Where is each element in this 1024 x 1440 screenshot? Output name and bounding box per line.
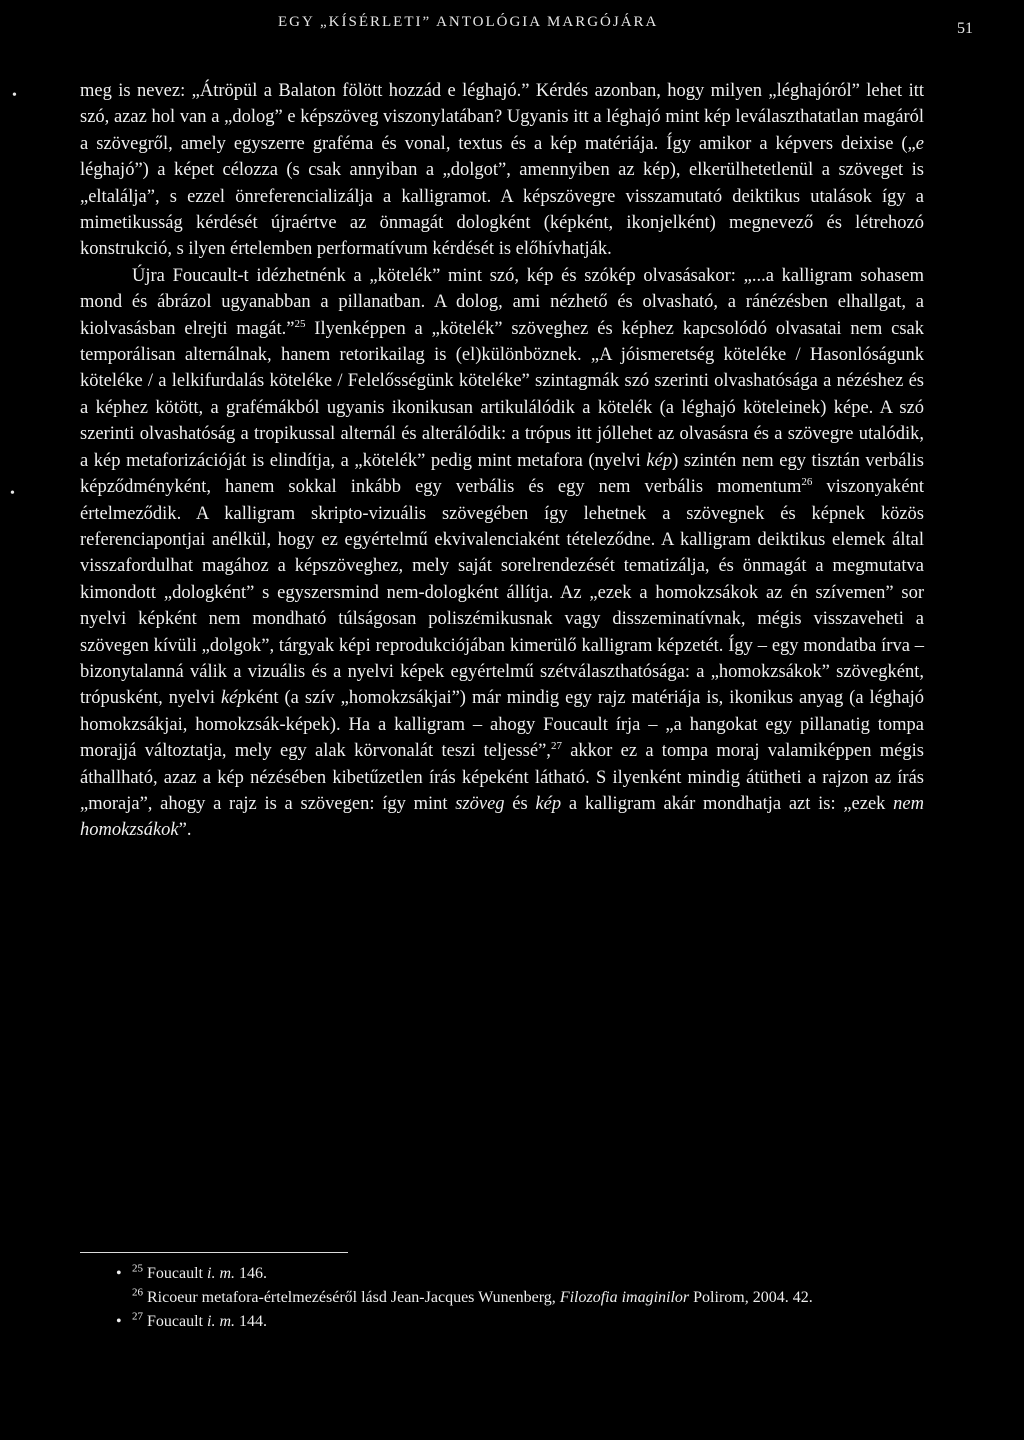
italic-text: szöveg	[455, 793, 505, 814]
paragraph	[80, 78, 924, 263]
italic-text: i. m.	[207, 1313, 235, 1330]
text-run: viszonyaként értelmeződik. A kalligram skripto-vizuális szövegében így lehetnek a szövegnek és képnek közös referenciapontjai anélkül, hogy ez egyértelmű ekvivalenciaként tételeződne. A kalligram deiktikus elemek által visszafordulhat magához a képszöveghez, mely saját sorelrendezését tematizálja, és önmagát a megmutatva kimondott „dologként” s egyszersmind nem-dologként állítja. Az „ezek a homokzsákok az én szívemen” sor nyelvi képként nem mondható túlságosan poliszémikusnak vagy disszeminatívnak, mégis visszaveheti a szövegen kívüli „dolgok”, tárgyak képi reprodukciójában kimerülő kalligram képzetét. Így – egy mondatba írva – bizonytalanná válik a vizuális és a nyelvi képek egyértelmű szétválaszthatósága: a „homokzsákok” szövegként, trópusként, nyelvi	[80, 477, 924, 709]
footnote-divider	[80, 1252, 348, 1253]
text-run: 144.	[235, 1313, 267, 1330]
text-run: Ilyenképpen a „kötelék” szöveghez és képhez kapcsolódó olvasatai nem csak temporálisan alternálnak, hanem retorikailag is (el)különböznek. „A jóismeretség köteléke / Hasonlóságunk köteléke / a lelkifurdalás köteléke / Felelősségünk köteléke” szintagmák szó szerinti olvashatósága a nézéshez és a képhez kötött, a grafémákból ugyanis ikonikusan artikulálódik a kötelék (a léghajó köteleinek) képe. A szó szerinti olvashatóság a tropikussal alternál és alterálódik: a trópus itt jóllehet az olvasásra és a szövegre utalódik, a kép metaforizációját is elindítja, a „kötelék” pedig mint metafora (nyelvi	[80, 318, 924, 471]
text-run: meg is nevez: „Átröpül a Balaton fölött hozzád e léghajó.” Kérdés azonban, hogy milyen „léghajóról” lehet itt szó, azaz hol van a „dolog” e képszöveg viszonylatában? Ugyanis itt a léghajó mint kép leválaszthatatlan magáról a szövegről, amely egyszerre graféma és vonal, textus és a kép matériája. Így amikor a képvers deixise („	[80, 81, 924, 154]
page-number: 51	[957, 20, 973, 37]
body-text	[80, 78, 924, 844]
footnotes	[80, 1262, 924, 1334]
footnote-reference: 27	[550, 740, 562, 752]
text-run: Polirom, 2004. 42.	[689, 1289, 813, 1306]
text-run: a kalligram akár mondhatja azt is: „ezek	[561, 793, 894, 814]
footnote	[80, 1310, 924, 1334]
italic-text: Filozofia imaginilor	[559, 1289, 690, 1306]
text-run: Ricoeur metafora-értelmezéséről lásd Jean-Jacques Wunenberg,	[143, 1289, 560, 1306]
text-run: Foucault	[143, 1265, 207, 1282]
italic-text: kép	[535, 793, 562, 814]
italic-text: nem homokzsákok	[80, 793, 924, 841]
text-run: és	[504, 793, 536, 814]
footnote-reference: 26	[801, 475, 813, 488]
italic-text: i. m.	[207, 1265, 235, 1282]
footnote-reference: 25	[294, 317, 306, 330]
italic-text: kép	[646, 450, 673, 471]
text-run: ként (a szív „homokzsákjai”) már mindig egy rajz matériája is, ikonikus anyag (a léghajó homokzsákjai, homokzsák-képek). Ha a kalligram – ahogy Foucault írja – „a hangokat egy pillanatig tompa morajjá változtatja, mely egy alak körvonalát teszi teljessé”,	[80, 688, 924, 762]
text-run: 146.	[235, 1265, 267, 1282]
italic-text: e	[915, 133, 924, 154]
footnote-reference: 25	[132, 1262, 143, 1275]
text-run: Újra Foucault-t idézhetnénk a „kötelék” mint szó, kép és szókép olvasásakor: „...a kalligram sohasem mond és ábrázol ugyanabban a pillanatban. A dolog, ami nézhető és olvasható, a ránézésben elhallgat, a kiolvasásban elrejti magát.”	[80, 265, 924, 339]
footnote-reference: 26	[132, 1286, 143, 1299]
footnote-reference: 27	[132, 1310, 143, 1323]
text-run: ”.	[178, 820, 192, 841]
running-header: EGY „KÍSÉRLETI” ANTOLÓGIA MARGÓJÁRA	[278, 14, 659, 30]
footnote	[80, 1286, 924, 1310]
footnote-bullet: •	[116, 1265, 122, 1282]
italic-text: kép	[220, 688, 247, 709]
footnote	[80, 1262, 924, 1286]
margin-mark: •	[12, 88, 17, 103]
margin-mark: •	[10, 486, 15, 501]
text-run: léghajó”) a képet célozza (s csak annyiban a „dolgot”, amennyiben az kép), elkerülhetetlenül a szöveget is „eltalálja”, s ezzel önreferencializálja a kalligramot. A képszövegre visszamutató deiktikus utalások így a mimetikusság kérdését újraértve az önmagát dologként (képként, ikonjelként) megnevező és létrehozó konstrukció, s ilyen értelemben performatívum kérdését is előhívhatják.	[80, 160, 924, 260]
paragraph	[80, 263, 924, 844]
text-run: akkor ez a tompa moraj valamiképpen mégis áthallható, azaz a kép nézésében kibetűzetlen írás képeként látható. S ilyenként mindig átütheti a rajzon az írás „moraja”, ahogy a rajz is a szövegen: így mint	[80, 741, 924, 814]
footnote-bullet: •	[116, 1313, 122, 1330]
text-run: Foucault	[143, 1313, 207, 1330]
text-run: ) szintén nem egy tisztán verbális képződményként, hanem sokkal inkább egy verbális és egy nem verbális momentum	[80, 450, 924, 498]
